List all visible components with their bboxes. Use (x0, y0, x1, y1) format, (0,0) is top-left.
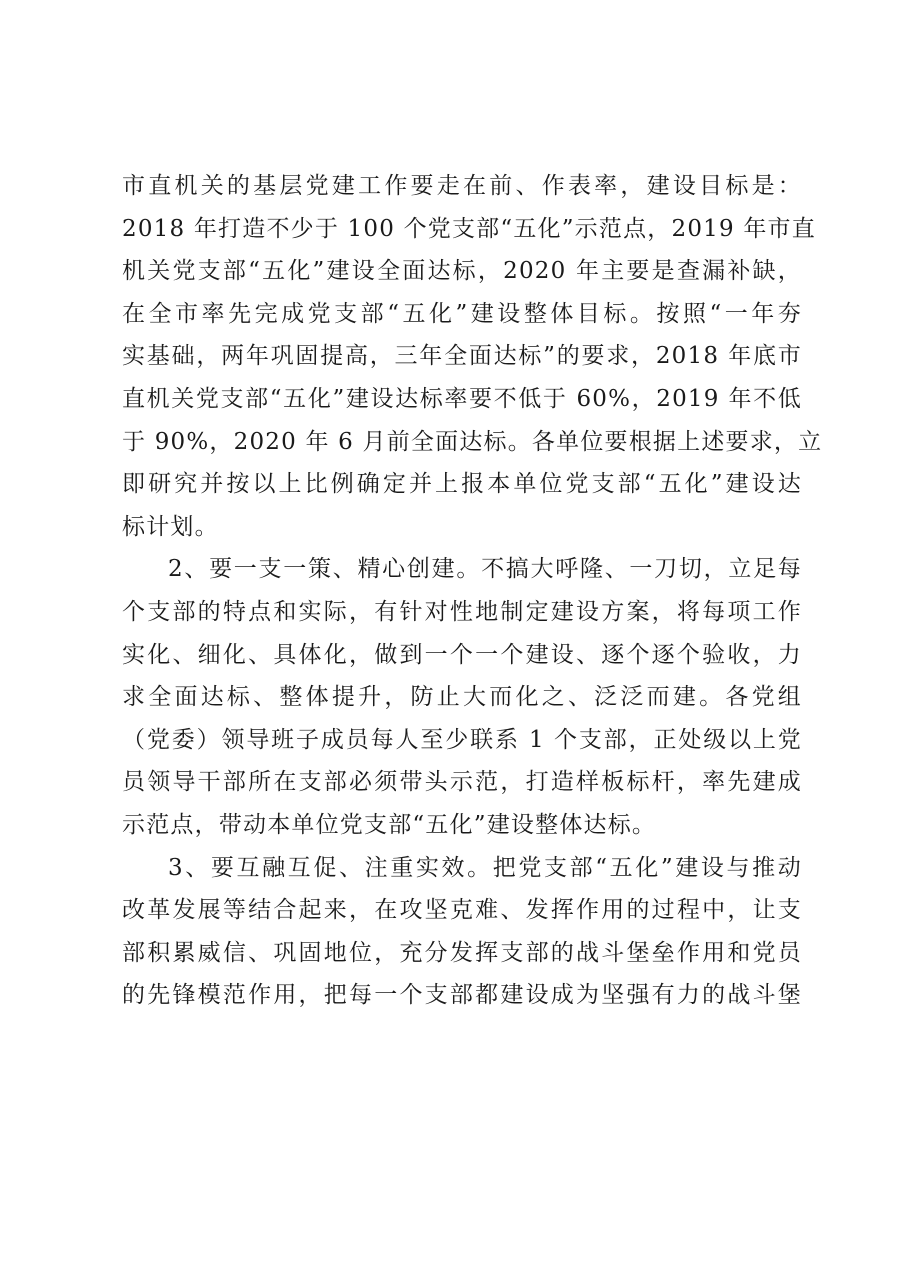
text-line: 在全市率先完成党支部“五化”建设整体目标。按照“一年夯 (122, 300, 802, 327)
text-line: 实基础，两年巩固提高，三年全面达标”的要求，2018 年底市 (122, 343, 802, 370)
text-line: 2018 年打造不少于 100 个党支部“五化”示范点，2019 年市直 (122, 215, 816, 242)
text-line: （党委）领导班子成员每人至少联系 1 个支部，正处级以上党 (122, 726, 802, 753)
text-line: 改革发展等结合起来，在攻坚克难、发挥作用的过程中，让支 (122, 897, 802, 924)
text-line: 机关党支部“五化”建设全面达标，2020 年主要是查漏补缺， (122, 258, 802, 285)
text-line: 直机关党支部“五化”建设达标率要不低于 60%，2019 年不低 (122, 385, 802, 412)
text-line: 的先锋模范作用，把每一个支部都建设成为坚强有力的战斗堡 (122, 982, 802, 1009)
document-body (122, 165, 823, 1017)
text-line: 求全面达标、整体提升，防止大而化之、泛泛而建。各党组 (122, 684, 802, 711)
text-line: 即研究并按以上比例确定并上报本单位党支部“五化”建设达 (122, 471, 802, 498)
text-line: 实化、细化、具体化，做到一个一个建设、逐个逐个验收，力 (122, 641, 802, 668)
paragraph-item-2 (122, 548, 802, 846)
text-line: 市直机关的基层党建工作要走在前、作表率，建设目标是： (122, 173, 802, 199)
text-line: 于 90%，2020 年 6 月前全面达标。各单位要根据上述要求，立 (122, 428, 823, 455)
text-line: 2、要一支一策、精心创建。不搞大呼隆、一刀切，立足每 (168, 556, 802, 583)
text-line: 部积累威信、巩固地位，充分发挥支部的战斗堡垒作用和党员 (122, 939, 802, 966)
text-line: 标计划。 (122, 513, 219, 540)
text-line: 个支部的特点和实际，有针对性地制定建设方案，将每项工作 (122, 598, 802, 625)
paragraph-item-3 (122, 847, 802, 1017)
text-line: 示范点，带动本单位党支部“五化”建设整体达标。 (122, 811, 657, 838)
text-line: 3、要互融互促、注重实效。把党支部“五化”建设与推动 (168, 854, 802, 881)
text-line: 员领导干部所在支部必须带头示范，打造样板标杆，率先建成 (122, 769, 802, 796)
paragraph-goals (122, 165, 823, 548)
